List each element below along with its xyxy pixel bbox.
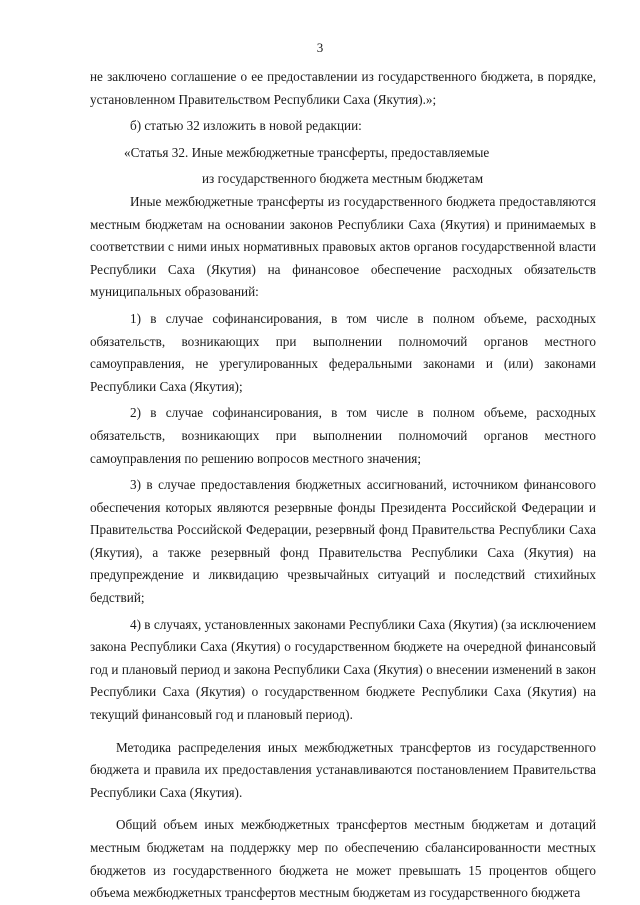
- paragraph: Иные межбюджетные трансферты из государственного бюджета предоставляются местным бюджетам на основании законов Республики Саха (Якутия) и принимаемых в соответствии с ними иных нормативных правовых актов органов государственной власти Республики Саха (Якутия) на финансовое обеспечение расходных обязательств муниципальных образований:: [90, 193, 596, 300]
- paragraph: Методика распределения иных межбюджетных трансфертов из государственного бюджета и правила их предоставления устанавливаются постановлением Правительства Республики Саха (Якутия).: [90, 739, 596, 800]
- paragraph: не заключено соглашение о ее предоставлении из государственного бюджета, в порядке, установленном Правительством Республики Саха (Якутия).»;: [90, 69, 596, 107]
- article-heading: «Статья 32. Иные межбюджетные трансферты, предоставляемые: [124, 144, 490, 160]
- article-heading-continued: из государственного бюджета местным бюджетам: [202, 171, 484, 187]
- paragraph: б) статью 32 изложить в новой редакции:: [130, 118, 362, 134]
- list-item: 2) в случае софинансирования, в том числе в полном объеме, расходных обязательств, возникающих при выполнении полномочий органов местного самоуправления по решению вопросов местного значения;: [90, 405, 596, 466]
- document-body: [90, 66, 596, 905]
- list-item: 3) в случае предоставления бюджетных ассигнований, источником финансового обеспечения которых являются резервные фонды Президента Российской Федерации и Правительства Российской Федерации, резервный фонд Правительства Республики Саха (Якутия), а также резервный фонд Правительства Республики Саха (Якутия) на предупреждение и ликвидацию чрезвычайных ситуаций и последствий стихийных бедствий;: [90, 477, 596, 606]
- page-number: 3: [316, 40, 324, 55]
- list-item: 4) в случаях, установленных законами Республики Саха (Якутия) (за исключением закона Республики Саха (Якутия) о государственном бюджете на очередной финансовый год и плановый период и закона Республики Саха (Якутия) о внесении изменений в закон Республики Саха (Якутия) о государственном бюджете Республики Саха (Якутия) на текущий финансовый год и плановый период).: [90, 616, 596, 723]
- list-item: 1) в случае софинансирования, в том числе в полном объеме, расходных обязательств, возникающих при выполнении полномочий органов местного самоуправления, не урегулированных федеральными законами и (или) законами Республики Саха (Якутия);: [90, 310, 596, 394]
- paragraph: Общий объем иных межбюджетных трансфертов местным бюджетам и дотаций местным бюджетам на поддержку мер по обеспечению сбалансированности местных бюджетов из государственного бюджета не может превышать 15 процентов общего объема межбюджетных трансфертов местным бюджетам из государственного бюджета: [90, 817, 596, 901]
